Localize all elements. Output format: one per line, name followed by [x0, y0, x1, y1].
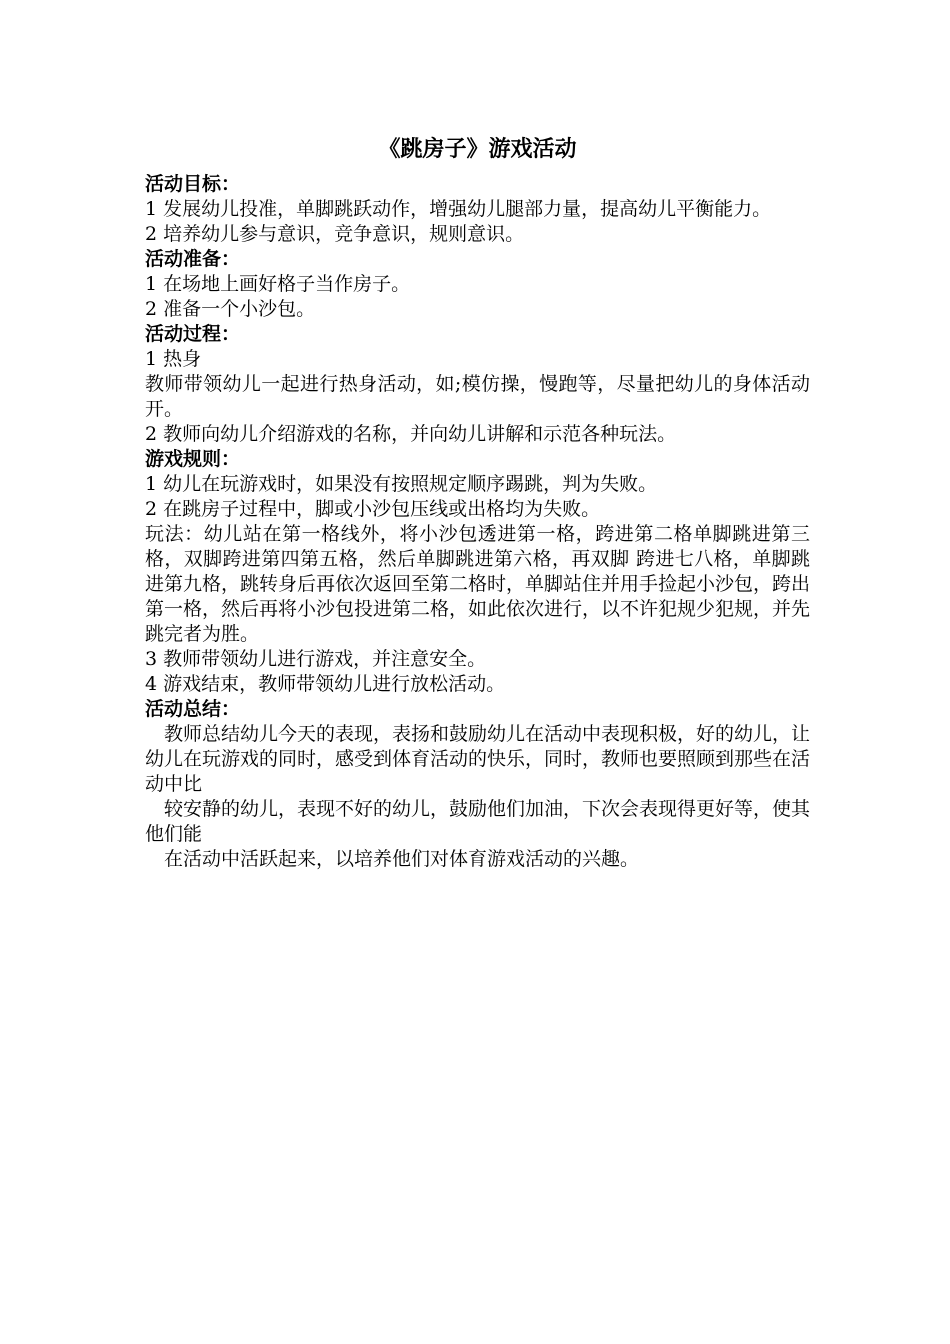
document-title: 《跳房子》游戏活动 [378, 136, 577, 162]
section-heading: 活动目标： [145, 173, 241, 195]
paragraph: 2 教师向幼儿介绍游戏的名称，并向幼儿讲解和示范各种玩法。 [145, 423, 677, 445]
section-heading: 活动准备： [145, 248, 241, 270]
section-preparation [145, 247, 810, 322]
section-process [145, 322, 810, 447]
paragraph: 2 准备一个小沙包。 [145, 298, 316, 320]
section-rules [145, 447, 810, 697]
section-heading: 活动过程： [145, 323, 241, 345]
paragraph: 1 热身 [145, 348, 202, 370]
section-heading: 活动总结： [145, 698, 241, 720]
paragraph: 3 教师带领幼儿进行游戏，并注意安全。 [145, 648, 487, 670]
paragraph: 较安静的幼儿，表现不好的幼儿，鼓励他们加油，下次会表现得更好等，使其他们能 [145, 798, 811, 845]
section-summary [145, 697, 810, 872]
section-goals [145, 172, 810, 247]
paragraph: 4 游戏结束，教师带领幼儿进行放松活动。 [145, 673, 506, 695]
paragraph: 1 幼儿在玩游戏时，如果没有按照规定顺序踢跳，判为失败。 [145, 473, 658, 495]
paragraph: 教师带领幼儿一起进行热身活动，如;模仿操，慢跑等，尽量把幼儿的身体活动开。 [145, 373, 810, 420]
paragraph: 1 在场地上画好格子当作房子。 [145, 273, 411, 295]
section-heading: 游戏规则： [145, 448, 241, 470]
paragraph: 玩法：幼儿站在第一格线外，将小沙包透进第一格，跨进第二格单脚跳进第三格，双脚跨进第四第五格，然后单脚跳进第六格，再双脚 跨进七八格，单脚跳进第九格，跳转身后再依次返回至第二格时，单脚站住并用手捡起小沙包，跨出第一格，然后再将小沙包投进第二格，如此依次进行，以不许犯规少犯规，并先跳完者为胜。 [145, 523, 811, 645]
document-body [145, 134, 810, 872]
paragraph: 在活动中活跃起来，以培养他们对体育游戏活动的兴趣。 [164, 848, 640, 870]
paragraph: 2 在跳房子过程中，脚或小沙包压线或出格均为失败。 [145, 498, 601, 520]
paragraph: 1 发展幼儿投准，单脚跳跃动作，增强幼儿腿部力量，提高幼儿平衡能力。 [145, 198, 772, 220]
paragraph: 教师总结幼儿今天的表现，表扬和鼓励幼儿在活动中表现积极，好的幼儿，让幼儿在玩游戏的同时，感受到体育活动的快乐，同时，教师也要照顾到那些在活动中比 [145, 723, 811, 795]
paragraph: 2 培养幼儿参与意识，竞争意识，规则意识。 [145, 223, 525, 245]
